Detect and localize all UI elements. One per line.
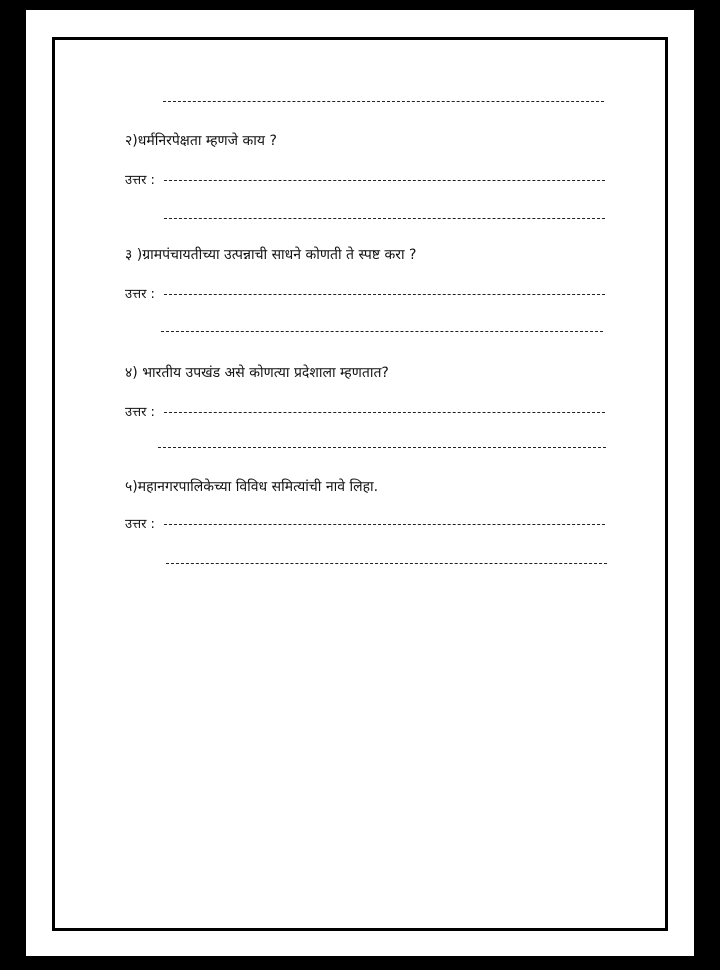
answer-line[interactable] <box>164 524 605 525</box>
question-4: ४) भारतीय उपखंड असे कोणत्या प्रदेशाला म्हणतात? <box>125 365 389 381</box>
answer-label: उत्तर : <box>125 287 155 302</box>
answer-label: उत्तर : <box>125 517 155 532</box>
answer-label: उत्तर : <box>125 405 155 420</box>
answer-line <box>163 101 604 102</box>
answer-line[interactable] <box>164 412 605 413</box>
answer-line[interactable] <box>166 563 607 564</box>
answer-line[interactable] <box>164 218 605 219</box>
answer-line[interactable] <box>161 331 603 332</box>
question-3: ३ )ग्रामपंचायतीच्या उत्पन्नाची साधने कोणती ते स्पष्ट करा ? <box>125 247 417 263</box>
answer-line[interactable] <box>158 447 606 448</box>
question-2: २)धर्मनिरपेक्षता म्हणजे काय ? <box>125 133 277 149</box>
answer-line[interactable] <box>164 294 605 295</box>
answer-line[interactable] <box>164 180 605 181</box>
answer-label: उत्तर : <box>125 173 155 188</box>
question-5: ५)महानगरपालिकेच्या विविध समित्यांची नावे लिहा. <box>125 479 379 495</box>
